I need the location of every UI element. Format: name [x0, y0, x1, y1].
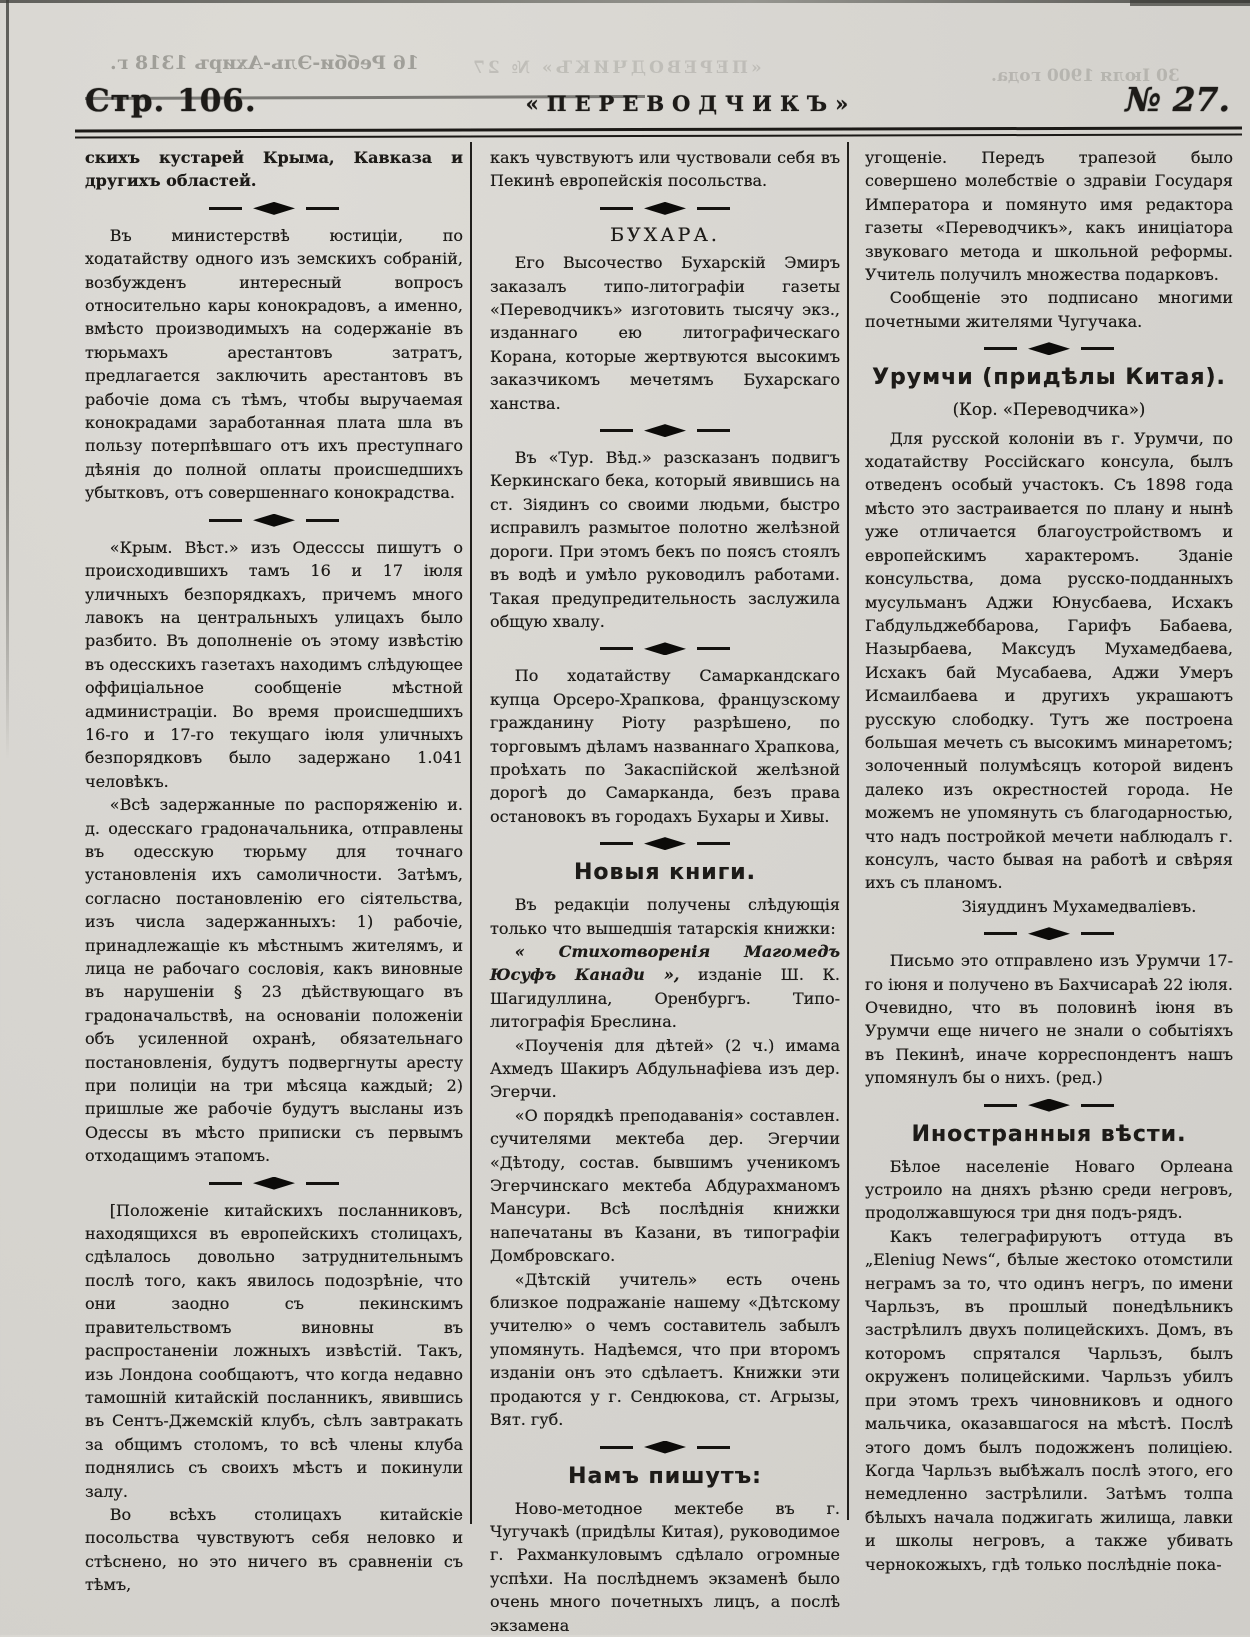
section-divider-ornament [490, 424, 840, 437]
divider-bar [697, 1446, 730, 1449]
divider-bar [1081, 347, 1114, 350]
divider-diamond-icon [253, 202, 295, 215]
page-header [85, 80, 1230, 126]
section-divider-ornament [85, 202, 463, 215]
divider-diamond-icon [253, 514, 295, 527]
paragraph: Бѣлое населеніе Новаго Орлеана устроило на дняхъ рѣзню среди негровъ, продолжавшуюся три дня подъ-рядъ. [865, 1156, 1233, 1223]
paragraph: Ново-методное мектебе въ г. Чугучакѣ (придѣлы Китая), руководимое г. Рахманкуловымъ сдѣлало огромные успѣхи. На послѣднемъ экзаменѣ было очень много почетныхъ лицъ, а послѣ экзамена [490, 1498, 840, 1635]
section-heading: Намъ пишутъ: [568, 1463, 762, 1489]
section-divider-ornament [85, 1177, 463, 1190]
divider-bar [600, 207, 633, 210]
page-edge-corner [1130, 0, 1250, 6]
paragraph: «Дѣтскій учитель» есть очень близкое подражаніе нашему «Дѣтскому учителю» о чемъ составитель забылъ упомянуть. Надѣемся, что при второмъ изданіи онъ это сдѣлаетъ. Книжки эти продаются у г. Сендюкова, ст. Агрызы, Вят. губ. [490, 1269, 840, 1430]
section-divider-ornament [490, 642, 840, 655]
paragraph: Его Высочество Бухарскій Эмиръ заказалъ типо-литографіи газеты «Переводчикъ» изготовить тысячу экз., изданнаго ею литографическаго Корана, которые жертвуются высокимъ заказчикомъ мечетямъ Бухарскаго ханства. [490, 253, 840, 413]
section-heading: Урумчи (придѣлы Китая). [872, 365, 1226, 391]
paragraph [490, 940, 840, 1034]
divider-diamond-icon [644, 1441, 686, 1454]
paragraph: «Всѣ задержанные по распоряженію и. д. одесскаго градоначальника, отправлены въ одесскую тюрьму для точнаго установленія ихъ самоличности. Затѣмъ, согласно постановленію его сіятельства, изъ числа задержанныхъ: 1) рабочіе, принадлежащіе къ мѣстнымъ жителямъ, и лица не рабочаго сословія, какъ виновные въ нарушеніи § 23 дѣйствующаго въ градоначальствѣ, на основаніи положеніи объ усиленной охранѣ, обязательнаго постановленія, будутъ подвергнуты аресту при полиціи на три мѣсяца каждый; 2) пришлые же рабочіе будутъ высланы изъ Одессы въ мѣсто приписки съ первымъ отходащимъ этапомъ. [85, 795, 463, 1166]
divider-bar [209, 519, 242, 522]
divider-bar [306, 519, 339, 522]
divider-bar [697, 429, 730, 432]
section-divider-ornament [490, 837, 840, 850]
divider-diamond-icon [644, 837, 686, 850]
section-divider-ornament [490, 1441, 840, 1454]
paragraph: «Крым. Вѣст.» изъ Одесссы пишутъ о происходившихъ тамъ 16 и 17 іюля уличныхъ безпорядкахъ, причемъ много лавокъ на центральныхъ улицахъ было разбито. Въ дополненіе оъ этому извѣстію въ одесскихъ газетахъ находимъ слѣдующее оффиціальное сообщеніе мѣстной администраціи. Во время происшедшихъ 16-го и 17-го текущаго іюля уличныхъ безпорядковъ было задержано 1.041 человѣкъ. [85, 537, 463, 791]
divider-bar [697, 842, 730, 845]
divider-diamond-icon [644, 642, 686, 655]
book-title: « Стихотворенія Магомедъ Юсуфъ Канади », [490, 941, 840, 985]
section-divider-ornament [865, 927, 1233, 940]
paragraph: какъ чувствуютъ или чуствовали себя въ Пекинѣ европейскія посольства. [490, 148, 840, 191]
column-rule-2 [847, 142, 849, 1520]
column-rule-1 [470, 142, 472, 1524]
paragraph-text: изданіе Ш. К. Шагидуллина, Оренбургъ. Типо-литографія Бреслина. [490, 965, 840, 1032]
divider-bar [306, 207, 339, 210]
divider-diamond-icon [644, 424, 686, 437]
paragraph: Въ «Тур. Вѣд.» разсказанъ подвигъ Керкинскаго бека, который явившись на ст. Зіядинъ со своими людьми, быстро исправилъ размытое полотно желѣзной дороги. При этомъ бекъ по поясъ стоялъ въ водѣ и умѣло руководилъ работами. Такая предупредительность заслужила общую хвалу. [490, 448, 840, 631]
section-heading: Иностранныя вѣсти. [911, 1121, 1187, 1147]
section-heading: Новыя книги. [574, 860, 756, 886]
paragraph: Письмо это отправлено изъ Урумчи 17-го іюня и получено въ Бахчисараѣ 22 іюля. Очевидно, что въ половинѣ іюня въ Урумчи еще ничего не знали о событіяхъ въ Пекинѣ, иначе корреспондентъ нашъ упомянулъ бы о нихъ. (ред.) [865, 951, 1233, 1088]
divider-bar [1081, 1104, 1114, 1107]
section-divider-ornament [490, 202, 840, 215]
paragraph: «Поученія для дѣтей» (2 ч.) имама Ахмедъ Шакиръ Абдульнафіева изъ дер. Эгерчи. [490, 1035, 840, 1102]
section-divider-ornament [865, 342, 1233, 355]
paragraph: угощеніе. Передъ трапезой было совершено молебствіе о здравіи Государя Императора и помянуто имя редактора газеты «Переводчикъ», какъ иниціатора звуковаго метода и школьной реформы. Учитель получилъ множества подарковъ. [865, 148, 1233, 285]
column-3 [865, 146, 1233, 1637]
masthead-title: «ПЕРЕВОДЧИКЪ» [525, 91, 857, 116]
page-edge-left [6, 0, 9, 760]
divider-bar [209, 207, 242, 210]
paragraph: скихъ кустарей Крыма, Кавказа и другихъ областей. [85, 148, 463, 191]
paragraph: Въ министерствѣ юстиціи, по ходатайству одного изъ земскихъ собраній, возбужденъ интересный вопросъ относительно кары конокрадовъ, а именно, вмѣсто производимыхъ на содержаніе въ тюрьмахъ арестантовъ затратъ, предлагается заключить арестантовъ въ рабочіе дома съ тѣмъ, чтобы выручаемая конокрадами заработанная плата шла въ пользу потерпѣвшаго отъ ихъ преступнаго дѣянія до полной оплаты происшедшихъ убытковъ, отъ совершеннаго конокрадства. [85, 225, 463, 503]
section-heading: (Кор. «Переводчика») [952, 400, 1146, 420]
paragraph: [Положеніе китайскихъ посланниковъ, находящихся въ европейскихъ столицахъ, сдѣлалось довольно затруднительнымъ послѣ того, какъ явилось подозрѣніе, что они заодно съ пекинскимъ правительствомъ виновны въ распростаненіи ложныхъ извѣстій. Такъ, изь Лондона сообщаютъ, что когда недавно тамошній китайскій посланникъ, явившись въ Сентъ-Джемскій клубъ, сѣлъ завтракать за общимъ столомъ, то всѣ члены клуба поднялись съ своихъ мѣстъ и покинули залу. [85, 1200, 463, 1501]
divider-bar [600, 842, 633, 845]
article-columns [85, 146, 1233, 1637]
divider-bar [306, 1182, 339, 1185]
bleedthrough-text-left: 16 Ребби-Эль-Ахиръ 1318 г. [110, 52, 420, 74]
bleedthrough-text-center: «ПЕРЕВОДЧИКЪ» № 27 [470, 58, 762, 78]
column-1 [85, 146, 463, 1637]
divider-bar [984, 932, 1017, 935]
divider-diamond-icon [1028, 1099, 1070, 1112]
paragraph: «О порядкѣ преподаванія» составлен. сучителями мектеба дер. Эгерчии «Дѣтоду, состав. бывшимъ ученикомъ Эгерчинскаго мектеба Абдурахманомъ Мансури. Всѣ послѣднія книжки напечатаны въ Казани, въ типографіи Домбровскаго. [490, 1105, 840, 1266]
paragraph: По ходатайству Самаркандскаго купца Орсеро-Храпкова, французскому гражданину Ріоту разрѣшено, по торговымъ дѣламъ названнаго Храпкова, проѣхать по Закаспійской желѣзной дорогѣ до Самарканда, безъ права остановокъ въ городахъ Бухары и Хивы. [490, 666, 840, 826]
divider-bar [1081, 932, 1114, 935]
section-divider-ornament [865, 1099, 1233, 1112]
signature: Зіяуддинъ Мухамедваліевъ. [961, 896, 1197, 916]
column-2 [490, 146, 840, 1637]
divider-diamond-icon [1028, 342, 1070, 355]
divider-bar [697, 207, 730, 210]
divider-bar [600, 647, 633, 650]
divider-bar [600, 429, 633, 432]
paragraph: Какъ телеграфируютъ оттуда въ „Еleniug News“, бѣлые жестоко отомстили неграмъ за то, что одинъ негръ, по имени Чарльзъ, въ прошлый понедѣльникъ застрѣлилъ двухъ полицейскихъ. Домъ, въ которомъ спрятался Чарльзъ, былъ окруженъ полицейскими. Чарльзъ убилъ при этомъ трехъ чиновниковъ и одного мальчика, оказавшагося на мѣстѣ. Послѣ этого домъ былъ подожженъ полиціею. Когда Чарльзъ выбѣжалъ послѣ этого, его немедленно застрѣлили. Затѣмъ толпа бѣлыхъ начала поджигать жилища, лавки и школы негровъ, а также убивать чернокожыхъ, гдѣ только послѣдніе пока- [865, 1226, 1233, 1574]
divider-bar [209, 1182, 242, 1185]
section-divider-ornament [85, 514, 463, 527]
paragraph: Во всѣхъ столицахъ китайскіе посольства чувствуютъ себя неловко и стѣснено, но это ничего въ сравненіи съ тѣмъ, [85, 1504, 463, 1595]
divider-bar [697, 647, 730, 650]
divider-bar [984, 347, 1017, 350]
page-edge-top [0, 0, 1250, 3]
paragraph: Въ редакціи получены слѣдующія только что вышедшія татарскія книжки: [490, 895, 840, 938]
divider-diamond-icon [253, 1177, 295, 1190]
section-heading: БУХАРА. [610, 223, 720, 246]
paragraph: Сообщеніе это подписано многими почетными жителями Чугучака. [865, 288, 1233, 331]
header-double-rule [75, 126, 1242, 138]
divider-bar [984, 1104, 1017, 1107]
divider-diamond-icon [644, 202, 686, 215]
page-number-label: Стр. 106. [85, 83, 257, 119]
paragraph: Для русской колоніи въ г. Урумчи, по ходатайству Россійскаго консула, былъ отведенъ особый участокъ. Съ 1898 года мѣсто это застраивается по плану и нынѣ уже отличается благоустройствомъ и европейскимъ характеромъ. Зданіе консульства, дома русско-подданныхъ мусульманъ Аджи Юнусбаева, Исхакъ Габдульджеббарова, Гарифъ Бабаева, Назырбаева, Максудъ Мухамедбаева, Исхакъ бай Мусабаева, Аджи Умеръ Исмаилбаева и другихъ украшаютъ русскую слободку. Тутъ же построена большая мечеть съ высокимъ минаретомъ; золоченный полумѣсяцъ которой виденъ далеко изъ окрестностей города. Не можемъ не упомянуть съ благодарностью, что надъ постройкой мечети наблюдалъ г. консулъ, часто бывая на работѣ и свѣряя ихъ съ планомъ. [865, 428, 1233, 893]
bleedthrough-text-right: 30 Іюля 1900 года. [991, 66, 1180, 86]
divider-diamond-icon [1028, 927, 1070, 940]
issue-number: № 27. [1125, 80, 1230, 119]
divider-bar [600, 1446, 633, 1449]
